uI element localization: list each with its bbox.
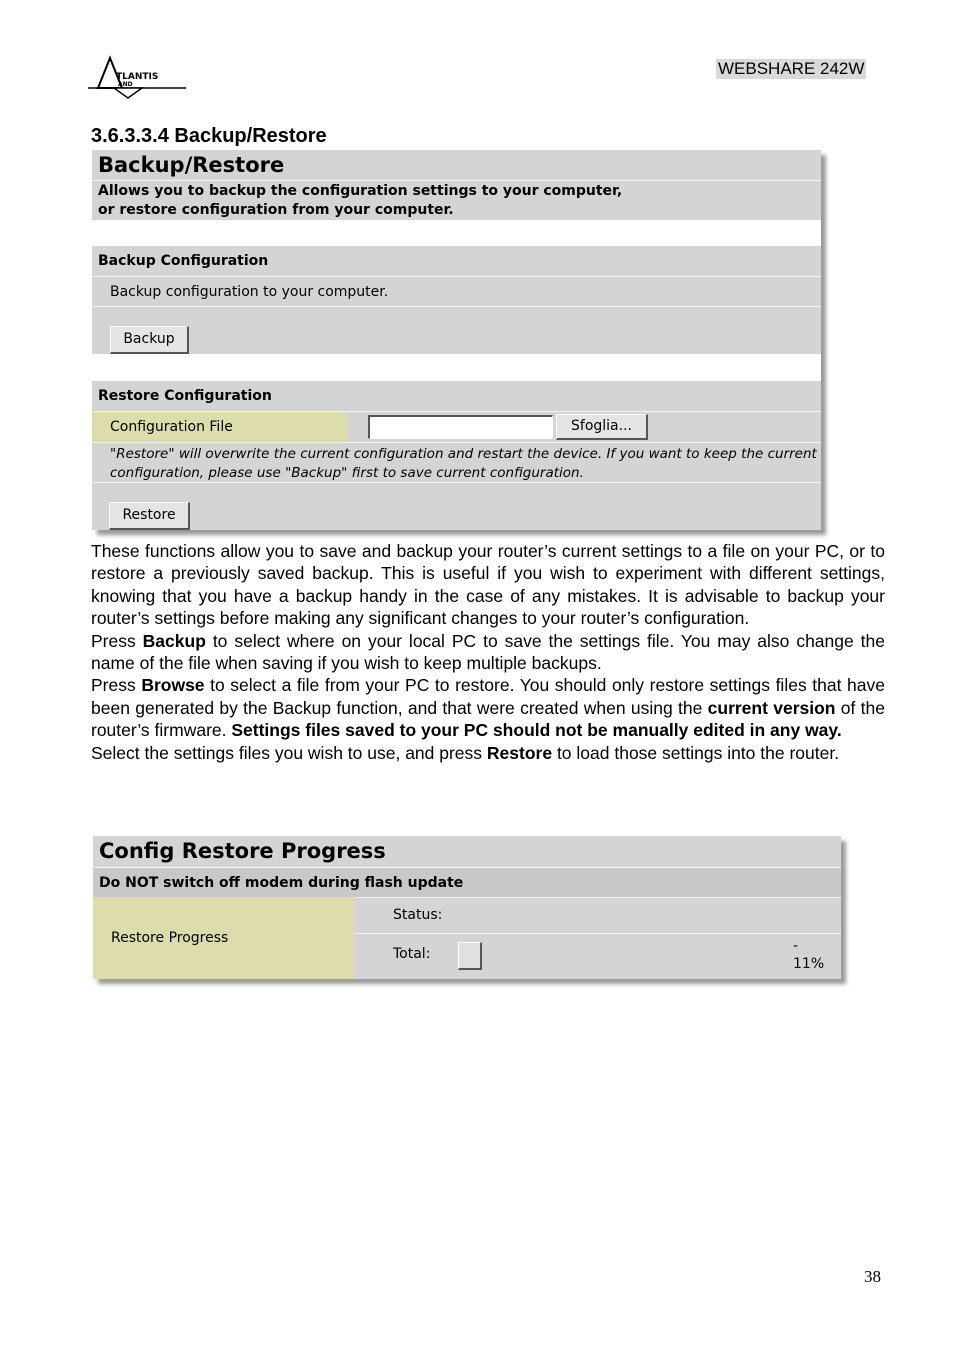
total-label: Total: xyxy=(393,946,431,962)
backup-button[interactable]: Backup xyxy=(110,326,189,354)
description-line: Allows you to backup the configuration settings to your computer, xyxy=(98,183,623,199)
text-run: to select where on your local PC to save the settings file. You may also change the name of the file when saving if you wish to keep multiple backups. xyxy=(91,630,885,674)
progress-bar xyxy=(458,942,482,970)
text-run: Select the settings files you wish to use, and press xyxy=(91,742,487,763)
text-run: to select a file from your PC to restore. You should only restore settings files that have been generated by the Backup function, and that were created when using the xyxy=(91,675,885,718)
progress-warning: Do NOT switch off modem during flash update xyxy=(93,867,841,897)
browse-button[interactable]: Sfoglia... xyxy=(556,414,648,440)
config-file-row xyxy=(92,411,821,443)
spacer xyxy=(92,354,821,381)
progress-dash: - xyxy=(793,938,799,954)
text-bold: Backup xyxy=(142,630,206,651)
text-bold: Settings files saved to your PC should not be manually edited in any way. xyxy=(231,720,842,741)
note-line: "Restore" will overwrite the current configuration and restart the device. If you want to keep the current xyxy=(110,446,817,462)
panel-description xyxy=(92,180,821,220)
section-heading: 3.6.3.3.4 Backup/Restore xyxy=(91,125,327,147)
status-label: Status: xyxy=(393,907,443,923)
backup-restore-panel xyxy=(92,150,821,530)
config-file-label: Configuration File xyxy=(92,412,348,443)
text-bold: Browse xyxy=(141,675,205,696)
note-line: configuration, please use "Backup" first to save current configuration. xyxy=(110,465,584,481)
paragraph-browse xyxy=(91,674,885,741)
atlantis-logo xyxy=(88,52,188,102)
text-run: Press xyxy=(91,675,142,696)
restore-progress-panel xyxy=(93,836,841,979)
backup-description: Backup configuration to your computer. xyxy=(92,276,821,306)
panel-title: Backup/Restore xyxy=(98,153,285,177)
status-row xyxy=(355,897,841,934)
paragraph-backup xyxy=(91,630,885,675)
document-model: WEBSHARE 242W xyxy=(718,59,865,78)
paragraph-restore xyxy=(91,742,885,764)
restore-button-row xyxy=(92,482,821,531)
page-number: 38 xyxy=(864,1267,881,1286)
progress-title: Config Restore Progress xyxy=(99,839,386,863)
text-run: Press xyxy=(91,630,143,651)
text-bold: current version xyxy=(707,697,836,718)
spacer xyxy=(92,220,821,246)
svg-text:AND: AND xyxy=(118,81,133,88)
progress-percent: 11% xyxy=(793,956,825,972)
text-run: of the router’s firmware. xyxy=(91,697,885,741)
restore-warning-note xyxy=(92,442,821,482)
description-line: or restore configuration from your computer. xyxy=(98,202,454,218)
restore-section-title: Restore Configuration xyxy=(98,388,272,404)
restore-progress-label: Restore Progress xyxy=(93,897,354,979)
config-file-input[interactable] xyxy=(368,415,553,439)
body-text xyxy=(91,540,885,764)
restore-button[interactable]: Restore xyxy=(109,502,190,530)
paragraph-intro: These functions allow you to save and backup your router’s current settings to a file on your PC, or to restore a previously saved backup. This is useful if you wish to experiment with different settings, knowing that you have a backup handy in the case of any mistakes. It is advisable to backup your router’s settings before making any significant changes to your router’s configuration. xyxy=(91,541,885,629)
svg-text:TLANTIS: TLANTIS xyxy=(116,72,159,82)
text-bold: Restore xyxy=(486,742,553,763)
text-run: to load those settings into the router. xyxy=(552,742,840,763)
backup-button-row xyxy=(92,306,821,355)
total-row xyxy=(355,933,841,980)
backup-section-title: Backup Configuration xyxy=(98,253,269,269)
